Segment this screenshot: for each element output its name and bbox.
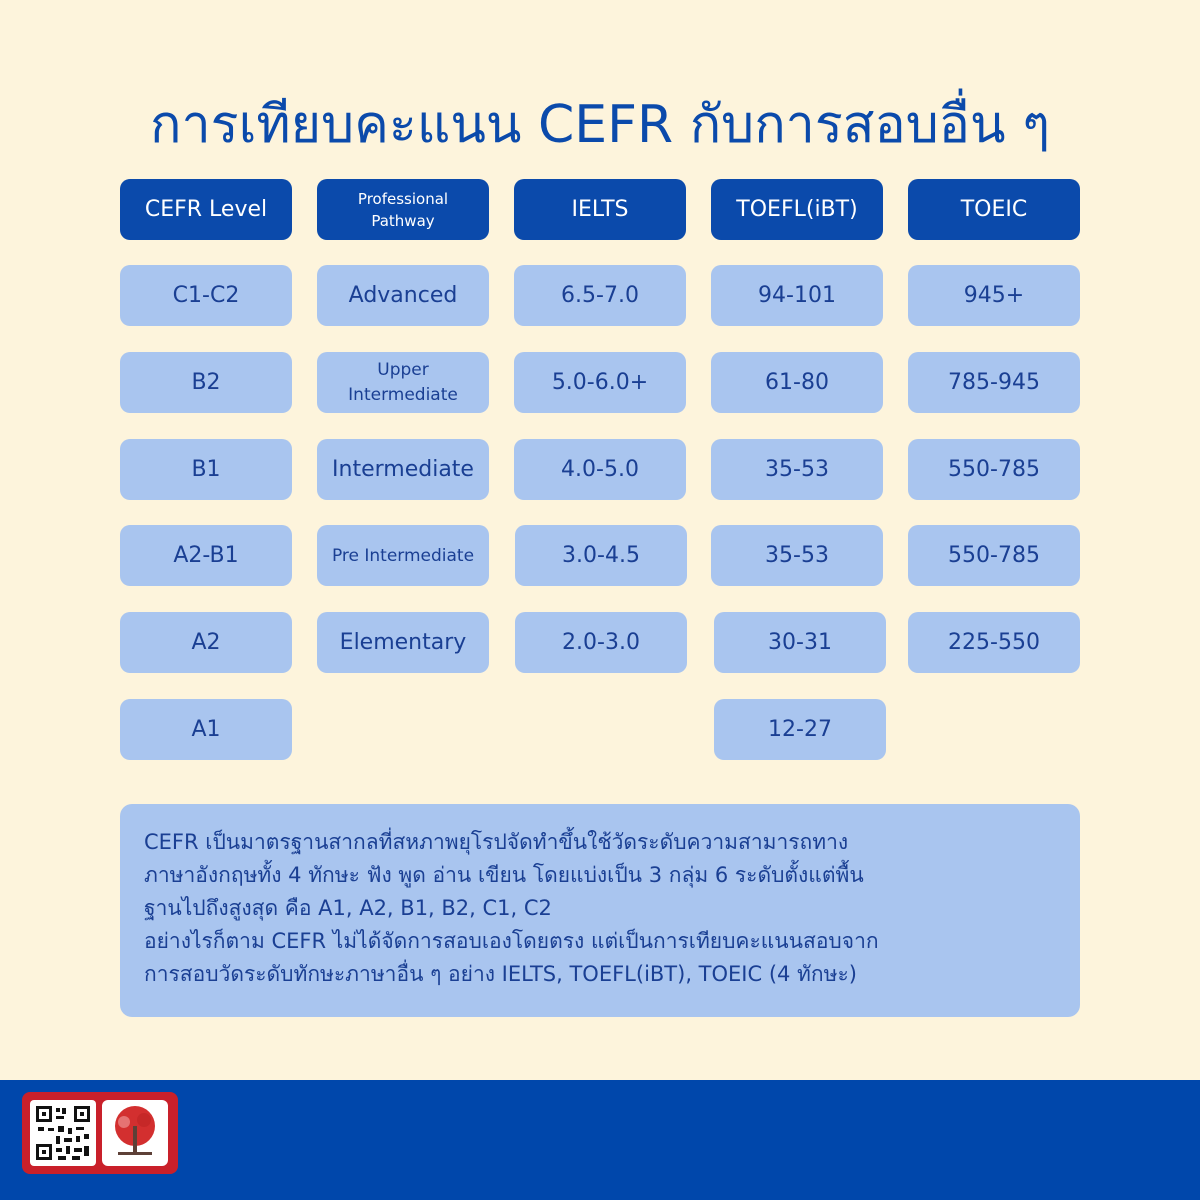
note-line-2: ภาษาอังกฤษทั้ง 4 ทักษะ ฟัง พูด อ่าน เขียน โดยแบ่งเป็น 3 กลุ่ม 6 ระดับตั้งแต่พื้น: [144, 863, 864, 887]
cell-toeic-intermediate: 550-785: [908, 439, 1080, 500]
cell-pathway-upper-intermediate: [317, 352, 489, 413]
header-cefr-level: CEFR Level: [120, 179, 292, 240]
pathway-upper-line2: Intermediate: [348, 384, 458, 405]
header-professional-line2: Pathway: [371, 211, 435, 230]
header-ielts: IELTS: [514, 179, 686, 240]
note-line-5: การสอบวัดระดับทักษะภาษาอื่น ๆ อย่าง IELTS, TOEFL(iBT), TOEIC (4 ทักษะ): [144, 962, 857, 986]
cell-toefl-upper-intermediate: 61-80: [711, 352, 883, 413]
cell-ielts-elementary: 2.0-3.0: [515, 612, 687, 673]
cell-cefr-b2: B2: [120, 352, 292, 413]
cell-toeic-elementary: 225-550: [908, 612, 1080, 673]
cell-toefl-intermediate: 35-53: [711, 439, 883, 500]
cell-toefl-pre-intermediate: 35-53: [711, 525, 883, 586]
cell-cefr-a2: A2: [120, 612, 292, 673]
page-title: การเทียบคะแนน CEFR กับการสอบอื่น ๆ: [149, 95, 1051, 155]
header-toefl: TOEFL(iBT): [711, 179, 883, 240]
cell-toeic-advanced: 945+: [908, 265, 1080, 326]
footer-bar: [0, 1080, 1200, 1200]
cell-toefl-a1: 12-27: [714, 699, 886, 760]
pathway-upper-line1: Upper: [377, 359, 429, 380]
header-professional-line1: Professional: [357, 189, 449, 208]
cell-pathway-elementary: Elementary: [317, 612, 489, 673]
brand-badge: [22, 1092, 178, 1174]
cell-toefl-advanced: 94-101: [711, 265, 883, 326]
cell-toeic-upper-intermediate: 785-945: [908, 352, 1080, 413]
cell-ielts-intermediate: 4.0-5.0: [514, 439, 686, 500]
cell-cefr-a1: A1: [120, 699, 292, 760]
cell-cefr-a2-b1: A2-B1: [120, 525, 292, 586]
cell-toefl-elementary: 30-31: [714, 612, 886, 673]
cell-pathway-advanced: Advanced: [317, 265, 489, 326]
qr-code-icon[interactable]: [30, 1100, 96, 1166]
note-line-4: อย่างไรก็ตาม CEFR ไม่ได้จัดการสอบเองโดยตรง แต่เป็นการเทียบคะแนนสอบจาก: [144, 929, 879, 953]
cefr-description-box: [120, 804, 1080, 1017]
cell-ielts-advanced: 6.5-7.0: [514, 265, 686, 326]
cell-pathway-intermediate: Intermediate: [317, 439, 489, 500]
cell-pathway-pre-intermediate: Pre Intermediate: [317, 525, 489, 586]
cell-ielts-pre-intermediate: 3.0-4.5: [515, 525, 687, 586]
header-toeic: TOEIC: [908, 179, 1080, 240]
cell-toeic-pre-intermediate: 550-785: [908, 525, 1080, 586]
cell-cefr-b1: B1: [120, 439, 292, 500]
header-professional-pathway: [317, 179, 489, 240]
note-line-1: CEFR เป็นมาตรฐานสากลที่สหภาพยุโรปจัดทำขึ้นใช้วัดระดับความสามารถทาง: [144, 830, 849, 854]
cell-cefr-c1-c2: C1-C2: [120, 265, 292, 326]
tree-logo-icon: [102, 1100, 168, 1166]
note-line-3: ฐานไปถึงสูงสุด คือ A1, A2, B1, B2, C1, C2: [144, 896, 552, 920]
cell-ielts-upper-intermediate: 5.0-6.0+: [514, 352, 686, 413]
